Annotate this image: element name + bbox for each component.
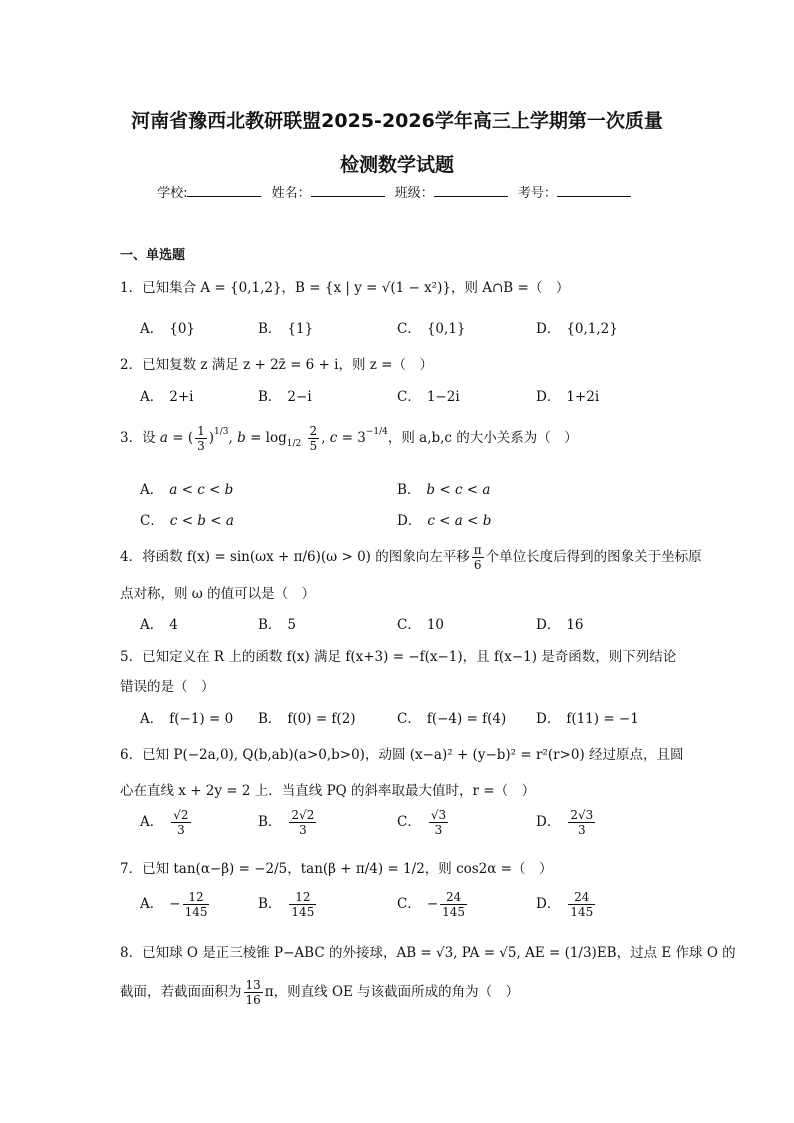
question-6-stem-line-2: 心在直线 x + 2y = 2 上．当直线 PQ 的斜率取最大值时，r =（ ）: [120, 783, 536, 799]
question-5-option-d[interactable]: D． f(11) = −1: [536, 711, 639, 727]
question-6-option-c[interactable]: C． $\frac{√3}{3}$: [397, 808, 447, 837]
question-3-option-a[interactable]: A． a < c < b: [140, 482, 234, 498]
question-5-options: [140, 707, 660, 729]
question-7-option-b[interactable]: B． $\frac{12}{145}$: [258, 890, 315, 919]
question-3-stem: 3．设 a = ( $\frac{1}{3}$ )$^{1/3}$, $b = \log_{1/2}$ $\frac{2}{5}$ , $c = 3^{-1/4}$，则 a,b,c 的大小关系为（ ）: [120, 424, 578, 453]
question-8-stem-line-1: 8．已知球 O 是正三棱锥 P−ABC 的外接球，AB = √3, PA = √5, AE = (1/3)EB，过点 E 作球 O 的: [120, 945, 736, 961]
id-label: 考号：: [517, 186, 557, 201]
question-6-option-b[interactable]: B． $\frac{2√2}{3}$: [258, 808, 315, 837]
question-6-stem-line-1: 6．已知 P(−2a,0), Q(b,ab)(a>0,b>0)，动圆 (x−a)² + (y−b)² = r²(r>0) 经过原点，且圆: [120, 747, 684, 763]
class-blank[interactable]: [434, 184, 508, 197]
question-6-option-d[interactable]: D． $\frac{2√3}{3}$: [536, 808, 594, 837]
school-blank[interactable]: [187, 184, 261, 197]
question-5-option-b[interactable]: B． f(0) = f(2): [258, 711, 356, 727]
school-label: 学校:: [157, 186, 188, 201]
question-2-option-c[interactable]: C． 1−2i: [397, 389, 460, 405]
question-7-option-d[interactable]: D． $\frac{24}{145}$: [536, 890, 594, 919]
question-2-option-b[interactable]: B． 2−i: [258, 389, 312, 405]
question-3-option-b[interactable]: B． b < c < a: [397, 482, 491, 498]
title-line-2: 检测数学试题: [339, 154, 454, 176]
question-1-option-c[interactable]: C． {0,1}: [397, 321, 466, 337]
question-1-option-a[interactable]: A． {0}: [140, 321, 196, 337]
question-5-stem-line-1: 5．已知定义在 R 上的函数 f(x) 满足 f(x+3) = −f(x−1)，且 f(x−1) 是奇函数，则下列结论: [120, 649, 677, 665]
question-5-option-a[interactable]: A． f(−1) = 0: [140, 711, 234, 727]
question-7-stem: 7．已知 tan(α−β) = −2/5，tan(β + π/4) = 1/2，则 cos2α =（ ）: [120, 861, 553, 877]
question-3-options-row-2: [140, 509, 660, 531]
question-3-options-row-1: [140, 478, 660, 500]
question-7-option-c[interactable]: C． − $\frac{24}{145}$: [397, 890, 466, 919]
student-info-row: [0, 182, 794, 201]
name-label: 姓名：: [271, 186, 311, 201]
question-5-option-c[interactable]: C． f(−4) = f(4): [397, 711, 507, 727]
question-1-stem: 1．已知集合 A = {0,1,2}，B = {x | y = √(1 − x²)}，则 A∩B =（ ）: [120, 280, 570, 296]
question-4-stem-line-2: 点对称，则 ω 的值可以是（ ）: [120, 586, 316, 602]
question-4-option-c[interactable]: C． 10: [397, 617, 445, 633]
question-7-option-a[interactable]: A． − $\frac{12}{145}$: [140, 890, 208, 919]
question-8-stem-line-2: 截面，若截面面积为 $\frac{13}{16}$ π，则直线 OE 与该截面所成的角为（ ）: [120, 978, 520, 1007]
class-label: 班级：: [394, 186, 434, 201]
question-6-options: [140, 808, 660, 844]
question-2-option-a[interactable]: A． 2+i: [140, 389, 194, 405]
question-4-options: [140, 613, 660, 635]
name-blank[interactable]: [311, 184, 385, 197]
question-1-option-b[interactable]: B． {1}: [258, 321, 314, 337]
question-7-options: [140, 890, 660, 926]
question-1-options: [140, 317, 660, 339]
question-4-option-d[interactable]: D． 16: [536, 617, 584, 633]
id-blank[interactable]: [557, 184, 631, 197]
question-3-option-c[interactable]: C． c < b < a: [140, 513, 234, 529]
question-4-stem-line-1: 4．将函数 f(x) = sin(ωx + π/6)(ω > 0) 的图象向左平移 $\frac{\pi}{6}$ 个单位长度后得到的图象关于坐标原: [120, 543, 702, 572]
question-6-option-a[interactable]: A． $\frac{√2}{3}$: [140, 808, 189, 837]
question-1-option-d[interactable]: D． {0,1,2}: [536, 321, 618, 337]
question-3-option-d[interactable]: D． c < a < b: [397, 513, 492, 529]
question-4-option-b[interactable]: B． 5: [258, 617, 297, 633]
question-2-option-d[interactable]: D． 1+2i: [536, 389, 600, 405]
question-2-stem: 2．已知复数 z 满足 z + 2z̄ = 6 + i，则 z =（ ）: [120, 357, 433, 373]
title-line-1: 河南省豫西北教研联盟2025-2026学年高三上学期第一次质量: [131, 110, 663, 132]
question-2-options: [140, 385, 660, 407]
question-4-option-a[interactable]: A． 4: [140, 617, 178, 633]
section-title: 一、单选题: [120, 248, 186, 263]
question-5-stem-line-2: 错误的是（ ）: [120, 679, 215, 695]
